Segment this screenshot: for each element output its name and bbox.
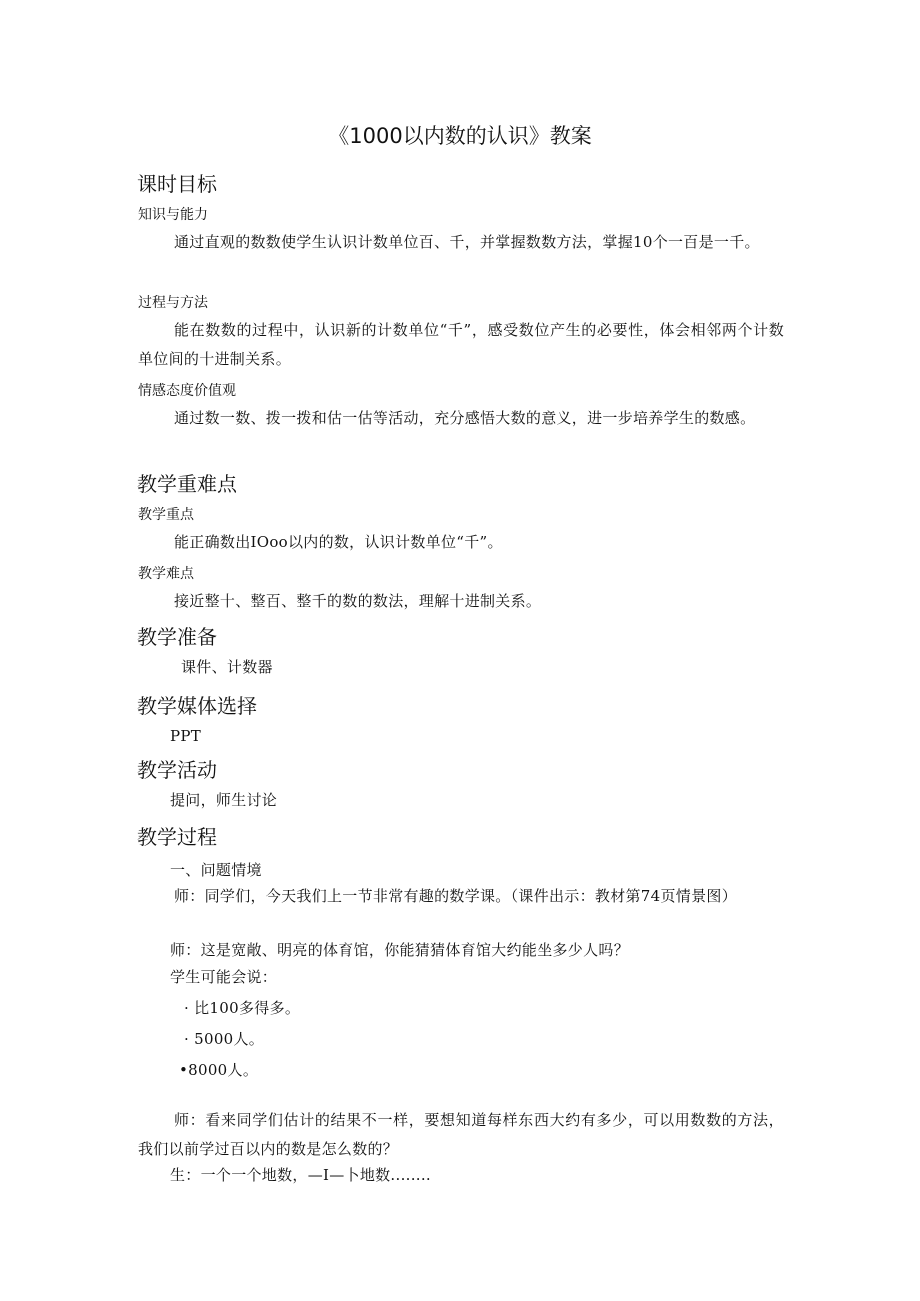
answer-option-3: •8000人。 bbox=[179, 1061, 259, 1079]
section-problem-context: 一、问题情境 bbox=[170, 861, 262, 879]
heading-key-points: 教学重难点 bbox=[137, 472, 237, 496]
heading-objectives: 课时目标 bbox=[137, 172, 217, 196]
text-emotion: 通过数一数、拨一拨和估一估等活动，充分感悟大数的意义，进一步培养学生的数感。 bbox=[174, 409, 756, 427]
text-difficulty: 接近整十、整百、整千的数的数法，理解十进制关系。 bbox=[174, 592, 542, 610]
text-process-method: 能在数数的过程中，认识新的计数单位“千”，感受数位产生的必要性，体会相邻两个计数单位间的十进制关系。 bbox=[138, 321, 784, 368]
text-teacher-2: 师：这是宽敞、明亮的体育馆，你能猜猜体育馆大约能坐多少人吗？ bbox=[170, 941, 630, 959]
heading-activity: 教学活动 bbox=[137, 758, 217, 782]
label-difficulty: 教学难点 bbox=[138, 566, 194, 582]
heading-process: 教学过程 bbox=[137, 825, 217, 849]
heading-preparation: 教学准备 bbox=[137, 625, 217, 649]
text-preparation: 课件、计数器 bbox=[181, 658, 273, 676]
label-emotion: 情感态度价值观 bbox=[138, 383, 236, 399]
text-teacher-1: 师：同学们，今天我们上一节非常有趣的数学课。（课件出示：教材第74页情景图） bbox=[174, 887, 737, 905]
text-knowledge: 通过直观的数数使学生认识计数单位百、千，并掌握数数方法，掌握10个一百是一千。 bbox=[174, 233, 760, 251]
answer-option-2: · 5000人。 bbox=[184, 1030, 265, 1048]
text-media: PPT bbox=[170, 727, 202, 745]
label-process-method: 过程与方法 bbox=[138, 295, 208, 311]
text-key: 能正确数出IOoo以内的数，认识计数单位“千”。 bbox=[174, 533, 503, 551]
document-title: 《1000以内数的认识》教案 bbox=[328, 124, 592, 148]
text-student-reply: 生：一个一个地数，—I—卜地数........ bbox=[170, 1166, 431, 1184]
answer-option-1: · 比100多得多。 bbox=[184, 999, 301, 1017]
text-students-may-say: 学生可能会说： bbox=[170, 968, 278, 986]
label-key: 教学重点 bbox=[138, 507, 194, 523]
text-teacher-3: 师：看来同学们估计的结果不一样，要想知道每样东西大约有多少，可以用数数的方法，我们以前学过百以内的数是怎么数的？ bbox=[138, 1111, 784, 1158]
text-activity: 提问，师生讨论 bbox=[170, 791, 278, 809]
heading-media: 教学媒体选择 bbox=[137, 694, 257, 718]
label-knowledge: 知识与能力 bbox=[138, 207, 208, 223]
